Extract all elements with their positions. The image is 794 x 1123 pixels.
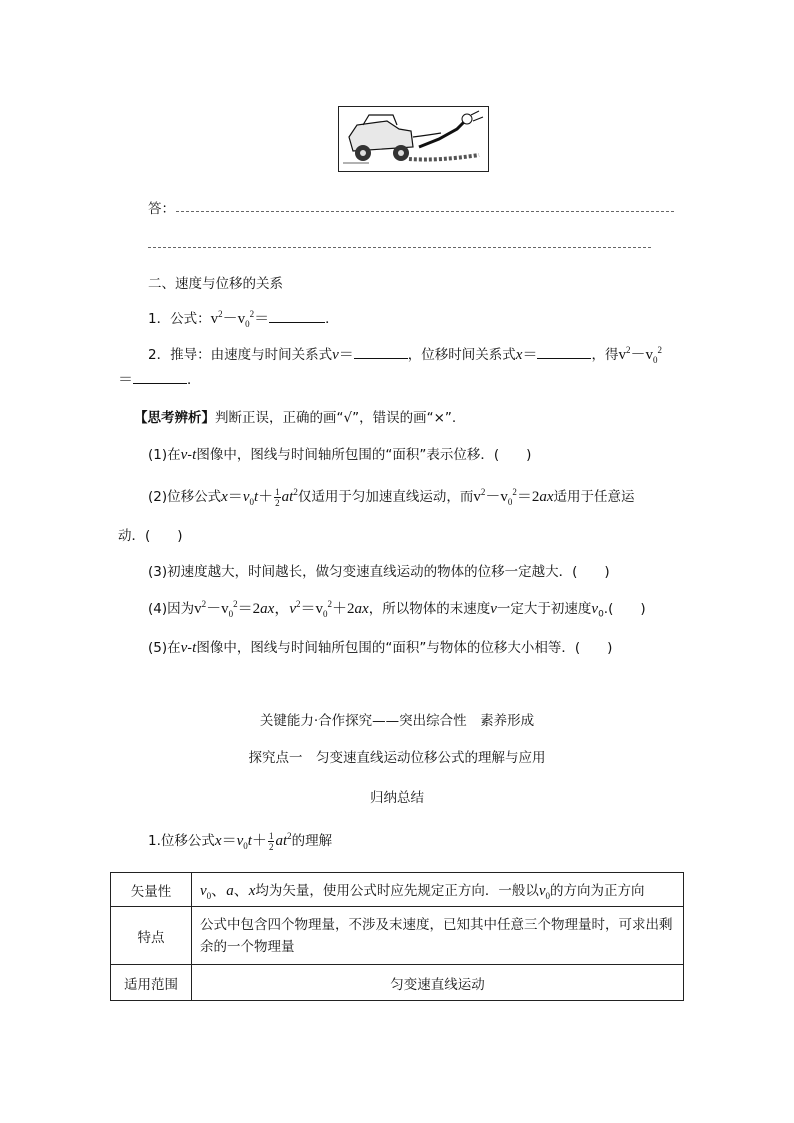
question-4: (4)因为$v^2-v_0^2=2ax$，$v^2=v_0^2+2ax$，所以物体的末速度v一定大于初速度$v_0$.( ) — [148, 599, 646, 620]
think-header — [134, 406, 456, 426]
question-2: (2)位移公式$x=v_0t+$ $\frac{1}{2}$ $at^2$仅适用于匀加速直线运动，而$v^2-v_0^2=2ax$适用于任意运 — [148, 486, 635, 508]
exploration-point-1: 探究点一 匀变速直线运动位移公式的理解与应用 — [248, 750, 546, 766]
think-instruction: 判断正误，正确的画“√”，错误的画“×”. — [215, 410, 457, 426]
formula-item-1: 1．公式：$v^2-v_0^2=$ ． — [148, 309, 339, 329]
question-5: (5)在v-t图像中，图线与时间轴所包围的“面积”与物体的位移大小相等．( ) — [148, 640, 613, 656]
key-ability-heading: 关键能力·合作探究——突出综合性 素养形成 — [259, 713, 535, 729]
answer-line-1 — [176, 211, 674, 212]
formula-item-2: 2．推导：由速度与时间关系式v＝ ，位移时间关系式x＝ ，得$v^2-v_0^2$ — [148, 345, 662, 365]
derivation-label: 2．推导：由速度与时间关系式 — [148, 347, 333, 363]
formula-item-1-label: 1．公式： — [148, 311, 211, 327]
answer-label: 答： — [148, 201, 175, 217]
formula-understanding-title: 1.位移公式$x=v_0t+$ $\frac{1}{2}$ $at^2$的理解 — [148, 830, 333, 852]
row-content-scope: 匀变速直线运动 — [192, 965, 684, 1001]
velocity-blank[interactable] — [354, 344, 408, 359]
table-row — [111, 873, 684, 907]
formula-item-2-cont: ＝ ． — [118, 368, 201, 389]
row-head-scope: 适用范围 — [111, 965, 192, 1001]
question-1: (1)在v-t图像中，图线与时间轴所包围的“面积”表示位移．( ) — [148, 447, 532, 463]
jeep-illustration — [338, 106, 489, 172]
jeep-drawing — [339, 107, 488, 171]
displacement-blank[interactable] — [537, 344, 591, 359]
section-title: 二、速度与位移的关系 — [148, 276, 283, 292]
summary-table — [110, 872, 684, 1001]
row-head-feature: 特点 — [111, 907, 192, 965]
formula-blank-1[interactable] — [269, 308, 325, 323]
row-head-vector: 矢量性 — [111, 873, 192, 907]
row-content-vector: $v_0$、a、x均为矢量，使用公式时应先规定正方向．一般以$v_0$的方向为正方向 — [192, 873, 684, 907]
table-row — [111, 907, 684, 965]
answer-line-2 — [148, 247, 651, 248]
summary-heading: 归纳总结 — [370, 790, 424, 806]
think-label: 【思考辨析】 — [134, 410, 215, 426]
result-blank[interactable] — [133, 369, 187, 384]
question-3: (3)初速度越大，时间越长，做匀变速直线运动的物体的位移一定越大．( ) — [148, 564, 610, 580]
question-2-cont: 动．( ) — [118, 528, 183, 544]
table-row — [111, 965, 684, 1001]
row-content-feature: 公式中包含四个物理量，不涉及末速度，已知其中任意三个物理量时，可求出剩余的一个物理量 — [192, 907, 684, 965]
